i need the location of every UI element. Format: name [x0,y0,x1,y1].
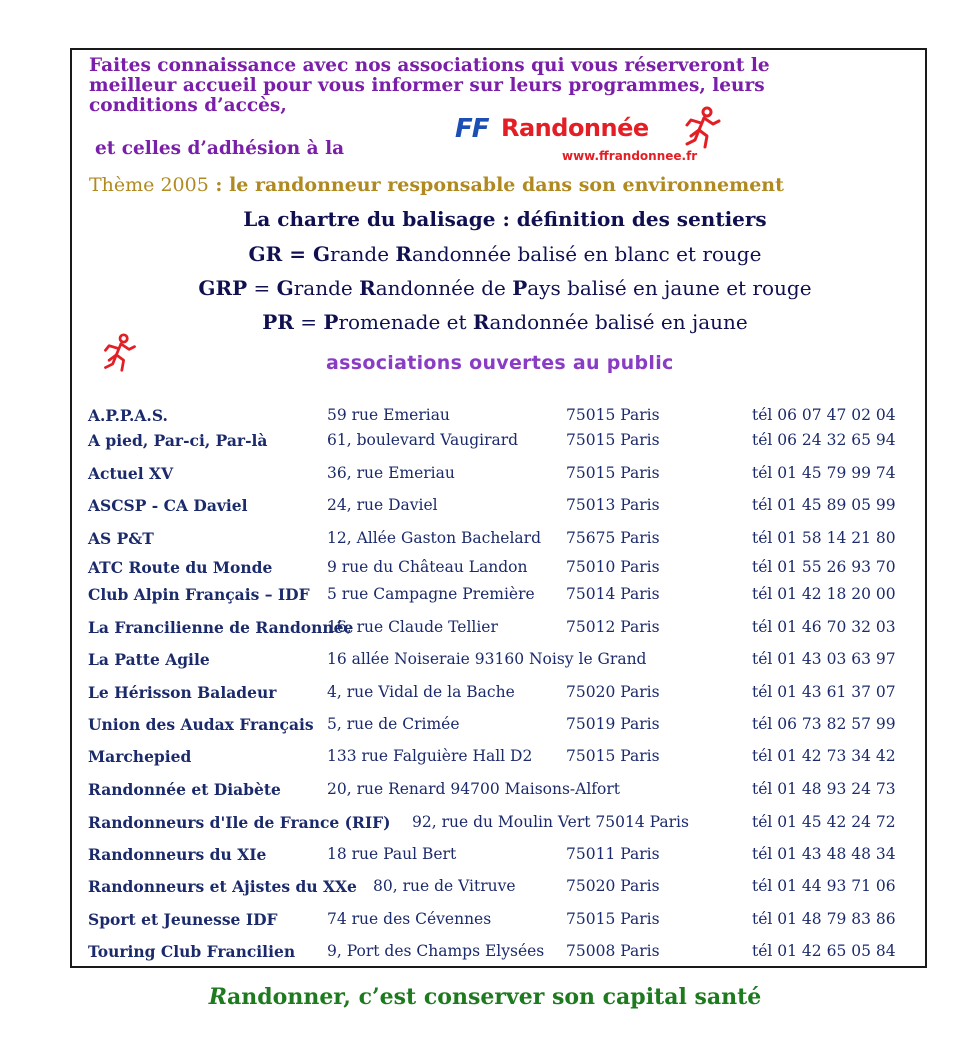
association-row [0,942,970,964]
association-address: 5 rue Campagne Première [327,585,535,603]
footer-first-letter: R [208,984,228,1010]
association-address: 80, rue de Vitruve [373,877,516,895]
pr-letter-r: R [472,310,490,334]
association-city: 75015 Paris [566,431,660,449]
association-city: 75013 Paris [566,496,660,514]
hiker-icon [683,106,723,150]
association-phone: tél 06 07 47 02 04 [752,406,896,424]
pr-eq: = [293,310,324,334]
association-name: Union des Audax Français [88,715,314,734]
association-address: 20, rue Renard 94700 Maisons-Alfort [327,780,621,798]
association-row [0,877,970,899]
hiker-icon [100,333,140,373]
association-address: 74 rue des Cévennes [327,910,492,928]
association-name: Touring Club Francilien [88,942,296,961]
association-name: Actuel XV [88,464,174,483]
association-phone: tél 01 48 93 24 73 [752,780,896,798]
association-phone: tél 01 45 42 24 72 [752,813,896,831]
association-address: 24, rue Daviel [327,496,438,514]
charte-title: La chartre du balisage : définition des sentiers [243,207,767,231]
association-row [0,585,970,607]
association-row [0,650,970,672]
association-row [0,813,970,835]
footer-text: andonner, c’est conserver son capital santé [227,984,762,1010]
association-phone: tél 01 42 18 20 00 [752,585,896,603]
theme-label: Thème 2005 [89,174,209,196]
ffrandonnee-logo [455,106,730,166]
association-name: La Patte Agile [88,650,210,669]
association-city: 75014 Paris [566,585,660,603]
theme-text: le randonneur responsable dans son environnement [229,174,784,196]
association-name: Randonneurs et Ajistes du XXe [88,877,357,896]
charte-grp [20,276,970,300]
logo-url: www.ffrandonnee.fr [562,149,698,163]
association-city: 75015 Paris [566,464,660,482]
grp-abbr: GRP [198,276,248,300]
association-city: 75010 Paris [566,558,660,576]
association-name: Club Alpin Français – IDF [88,585,310,604]
gr-text: andonnée balisé en blanc et rouge [412,242,762,266]
theme-sep: : [208,174,230,196]
association-city: 75675 Paris [566,529,660,547]
association-row [0,464,970,486]
gr-eq: = [282,242,313,266]
association-name: A.P.P.A.S. [88,406,168,425]
association-phone: tél 01 42 73 34 42 [752,747,896,765]
association-row [0,780,970,802]
association-address: 61, boulevard Vaugirard [327,431,519,449]
association-address: 36, rue Emeriau [327,464,455,482]
association-name: ASCSP - CA Daviel [88,496,248,515]
association-phone: tél 06 73 82 57 99 [752,715,896,733]
association-phone: tél 01 58 14 21 80 [752,529,896,547]
intro-line: meilleur accueil pour vous informer sur leurs programmes, leurs [89,75,765,96]
association-phone: tél 01 45 79 99 74 [752,464,896,482]
association-address: 16 allée Noiseraie 93160 Noisy le Grand [327,650,647,668]
association-name: Marchepied [88,747,192,766]
association-city: 75019 Paris [566,715,660,733]
association-phone: tél 01 43 03 63 97 [752,650,896,668]
association-row [0,845,970,867]
association-city: 75012 Paris [566,618,660,636]
association-row [0,910,970,932]
intro-line: Faites connaissance avec nos associations qui vous réserveront le [89,55,770,76]
association-row [0,496,970,518]
association-address: 4, rue Vidal de la Bache [327,683,515,701]
grp-text: andonnée de [375,276,513,300]
association-address: 92, rue du Moulin Vert 75014 Paris [412,813,689,831]
association-phone: tél 01 42 65 05 84 [752,942,896,960]
theme-line [89,174,784,196]
footer-slogan [0,984,970,1010]
intro-line-adhesion: et celles d’adhésion à la [95,138,345,159]
association-phone: tél 01 43 48 48 34 [752,845,896,863]
association-name: Randonnée et Diabète [88,780,281,799]
pr-text: andonnée balisé en jaune [489,310,748,334]
association-address: 133 rue Falguière Hall D2 [327,747,533,765]
association-address: 59 rue Emeriau [327,406,450,424]
grp-eq: = [247,276,277,300]
association-phone: tél 01 55 26 93 70 [752,558,896,576]
association-name: AS P&T [88,529,154,548]
grp-text: ays balisé en jaune et rouge [527,276,812,300]
association-address: 18 rue Paul Bert [327,845,457,863]
association-name: Sport et Jeunesse IDF [88,910,278,929]
association-row [0,715,970,737]
association-row [0,747,970,769]
association-city: 75015 Paris [566,747,660,765]
association-row [0,618,970,640]
association-address: 9 rue du Château Landon [327,558,528,576]
association-city: 75020 Paris [566,877,660,895]
association-name: Randonneurs d'Ile de France (RIF) [88,813,391,832]
association-address: 5, rue de Crimée [327,715,460,733]
intro-line: conditions d’accès, [89,95,287,116]
gr-abbr: GR [248,242,283,266]
charte-pr [20,310,970,334]
association-row [0,683,970,705]
association-row [0,406,970,428]
gr-letter-g: G [312,242,331,266]
logo-ff: FF [455,114,489,144]
association-address: 12, Allée Gaston Bachelard [327,529,542,547]
grp-letter-p: P [512,276,528,300]
association-phone: tél 06 24 32 65 94 [752,431,896,449]
association-phone: tél 01 48 79 83 86 [752,910,896,928]
association-name: Le Hérisson Baladeur [88,683,277,702]
logo-name: Randonnée [501,114,649,142]
association-city: 75015 Paris [566,910,660,928]
association-city: 75011 Paris [566,845,660,863]
association-address: 16, rue Claude Tellier [327,618,498,636]
association-name: La Francilienne de Randonnée [88,618,354,637]
association-name: Randonneurs du XIe [88,845,267,864]
association-phone: tél 01 44 93 71 06 [752,877,896,895]
pr-abbr: PR [262,310,294,334]
association-address: 9, Port des Champs Elysées [327,942,545,960]
pr-letter-p: P [323,310,339,334]
grp-letter-g: G [276,276,294,300]
association-city: 75015 Paris [566,406,660,424]
association-city: 75020 Paris [566,683,660,701]
gr-letter-r: R [395,242,413,266]
charte-gr [20,242,970,266]
association-phone: tél 01 43 61 37 07 [752,683,896,701]
association-row [0,529,970,551]
gr-text: rande [330,242,396,266]
association-row [0,431,970,453]
association-name: A pied, Par-ci, Par-là [88,431,268,450]
grp-letter-r: R [359,276,376,300]
association-phone: tél 01 45 89 05 99 [752,496,896,514]
associations-title: associations ouvertes au public [326,352,674,374]
association-city: 75008 Paris [566,942,660,960]
association-row [0,558,970,580]
association-phone: tél 01 46 70 32 03 [752,618,896,636]
grp-text: rande [293,276,360,300]
pr-text: romenade et [338,310,473,334]
association-name: ATC Route du Monde [88,558,273,577]
